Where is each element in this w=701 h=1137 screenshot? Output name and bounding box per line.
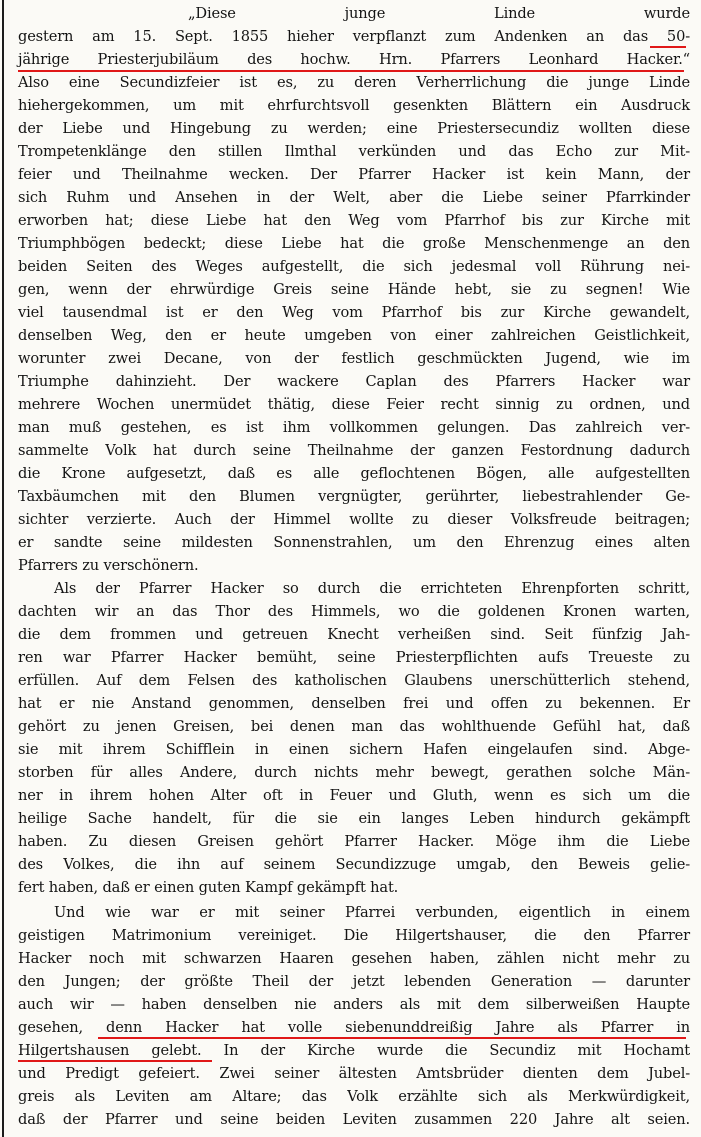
text-line: sie mit ihrem Schifflein in einen sichern Hafen eingelaufen sind. Abge- — [18, 741, 690, 758]
text-line: Als der Pfarrer Hacker so durch die errichteten Ehrenpforten schritt, — [54, 580, 690, 597]
text-line: den Jungen; der größte Theil der jetzt lebenden Generation — darunter — [18, 973, 690, 990]
text-line: Hilgertshausen gelebt. In der Kirche wurde die Secundiz mit Hochamt — [18, 1042, 690, 1059]
text-line: Und wie war er mit seiner Pfarrei verbunden, eigentlich in einem — [54, 904, 690, 921]
text-line: gestern am 15. Sept. 1855 hieher verpflanzt zum Andenken an das 50- — [18, 28, 690, 45]
text-line: gesehen, denn Hacker hat volle siebenunddreißig Jahre als Pfarrer in — [18, 1019, 690, 1036]
text-line: gehört zu jenen Greisen, bei denen man das wohlthuende Gefühl hat, daß — [18, 718, 690, 735]
text-line: worunter zwei Decane, von der festlich geschmückten Jugend, wie im — [18, 350, 690, 367]
text-line: gen, wenn der ehrwürdige Greis seine Hände hebt, sie zu segnen! Wie — [18, 281, 690, 298]
text-line: sammelte Volk hat durch seine Theilnahme der ganzen Festordnung dadurch — [18, 442, 690, 459]
text-line: daß der Pfarrer und seine beiden Leviten zusammen 220 Jahre alt seien. — [18, 1111, 690, 1128]
text-line: greis als Leviten am Altare; das Volk erzählte sich als Merkwürdigkeit, — [18, 1088, 690, 1105]
text-line: Triumphe dahinzieht. Der wackere Caplan des Pfarrers Hacker war — [18, 373, 690, 390]
text-line: hiehergekommen, um mit ehrfurchtsvoll gesenkten Blättern ein Ausdruck — [18, 97, 690, 114]
text-line: „Diese junge Linde wurde — [188, 5, 690, 22]
column-rule — [2, 0, 4, 1137]
text-line: beiden Seiten des Weges aufgestellt, die sich jedesmal voll Rührung nei- — [18, 258, 690, 275]
text-line: die dem frommen und getreuen Knecht verheißen sind. Seit fünfzig Jah- — [18, 626, 690, 643]
text-line: auch wir — haben denselben nie anders als mit dem silberweißen Haupte — [18, 996, 690, 1013]
text-line: haben. Zu diesen Greisen gehört Pfarrer Hacker. Möge ihm die Liebe — [18, 833, 690, 850]
text-line: erfüllen. Auf dem Felsen des katholischen Glaubens unerschütterlich stehend, — [18, 672, 690, 689]
text-line: Also eine Secundizfeier ist es, zu deren Verherrlichung die junge Linde — [18, 74, 690, 91]
text-line: sichter verzierte. Auch der Himmel wollte zu dieser Volksfreude beitragen; — [18, 511, 690, 528]
text-line: hat er nie Anstand genommen, denselben frei und offen zu bekennen. Er — [18, 695, 690, 712]
text-line: er sandte seine mildesten Sonnenstrahlen, um den Ehrenzug eines alten — [18, 534, 690, 551]
text-line: mehrere Wochen unermüdet thätig, diese Feier recht sinnig zu ordnen, und — [18, 396, 690, 413]
red-underline-1a — [650, 46, 686, 48]
text-line: geistigen Matrimonium vereiniget. Die Hilgertshauser, die den Pfarrer — [18, 927, 690, 944]
text-line: fert haben, daß er einen guten Kampf gekämpft hat. — [18, 879, 399, 896]
text-line: jährige Priesterjubiläum des hochw. Hrn. Pfarrers Leonhard Hacker.“ — [18, 51, 690, 68]
text-line: des Volkes, die ihn auf seinem Secundizzuge umgab, den Beweis gelie- — [18, 856, 690, 873]
text-line: ren war Pfarrer Hacker bemüht, seine Priesterpflichten aufs Treueste zu — [18, 649, 690, 666]
text-line: die Krone aufgesetzt, daß es alle geflochtenen Bögen, alle aufgestellten — [18, 465, 690, 482]
red-underline-1b — [18, 70, 684, 72]
red-underline-2b — [18, 1060, 212, 1062]
text-line: Triumphbögen bedeckt; diese Liebe hat die große Menschenmenge an den — [18, 235, 690, 252]
text-line: Pfarrers zu verschönern. — [18, 557, 199, 574]
text-line: der Liebe und Hingebung zu werden; eine Priestersecundiz wollten diese — [18, 120, 690, 137]
text-line: Hacker noch mit schwarzen Haaren gesehen haben, zählen nicht mehr zu — [18, 950, 690, 967]
text-line: man muß gestehen, es ist ihm vollkommen gelungen. Das zahlreich ver- — [18, 419, 690, 436]
text-line: viel tausendmal ist er den Weg vom Pfarrhof bis zur Kirche gewandelt, — [18, 304, 690, 321]
text-line: erworben hat; diese Liebe hat den Weg vom Pfarrhof bis zur Kirche mit — [18, 212, 690, 229]
text-line: denselben Weg, den er heute umgeben von einer zahlreichen Geistlichkeit, — [18, 327, 690, 344]
text-line: sich Ruhm und Ansehen in der Welt, aber die Liebe seiner Pfarrkinder — [18, 189, 690, 206]
text-line: dachten wir an das Thor des Himmels, wo die goldenen Kronen warten, — [18, 603, 690, 620]
text-line: heilige Sache handelt, für die sie ein langes Leben hindurch gekämpft — [18, 810, 690, 827]
text-line: storben für alles Andere, durch nichts mehr bewegt, gerathen solche Män- — [18, 764, 690, 781]
text-line: Trompetenklänge den stillen Ilmthal verkünden und das Echo zur Mit- — [18, 143, 690, 160]
text-line: und Predigt gefeiert. Zwei seiner ältesten Amtsbrüder dienten dem Jubel- — [18, 1065, 690, 1082]
red-underline-2a — [98, 1037, 686, 1039]
text-line: feier und Theilnahme wecken. Der Pfarrer Hacker ist kein Mann, der — [18, 166, 690, 183]
text-line: ner in ihrem hohen Alter oft in Feuer und Gluth, wenn es sich um die — [18, 787, 690, 804]
text-line: Taxbäumchen mit den Blumen vergnügter, gerührter, liebestrahlender Ge- — [18, 488, 690, 505]
